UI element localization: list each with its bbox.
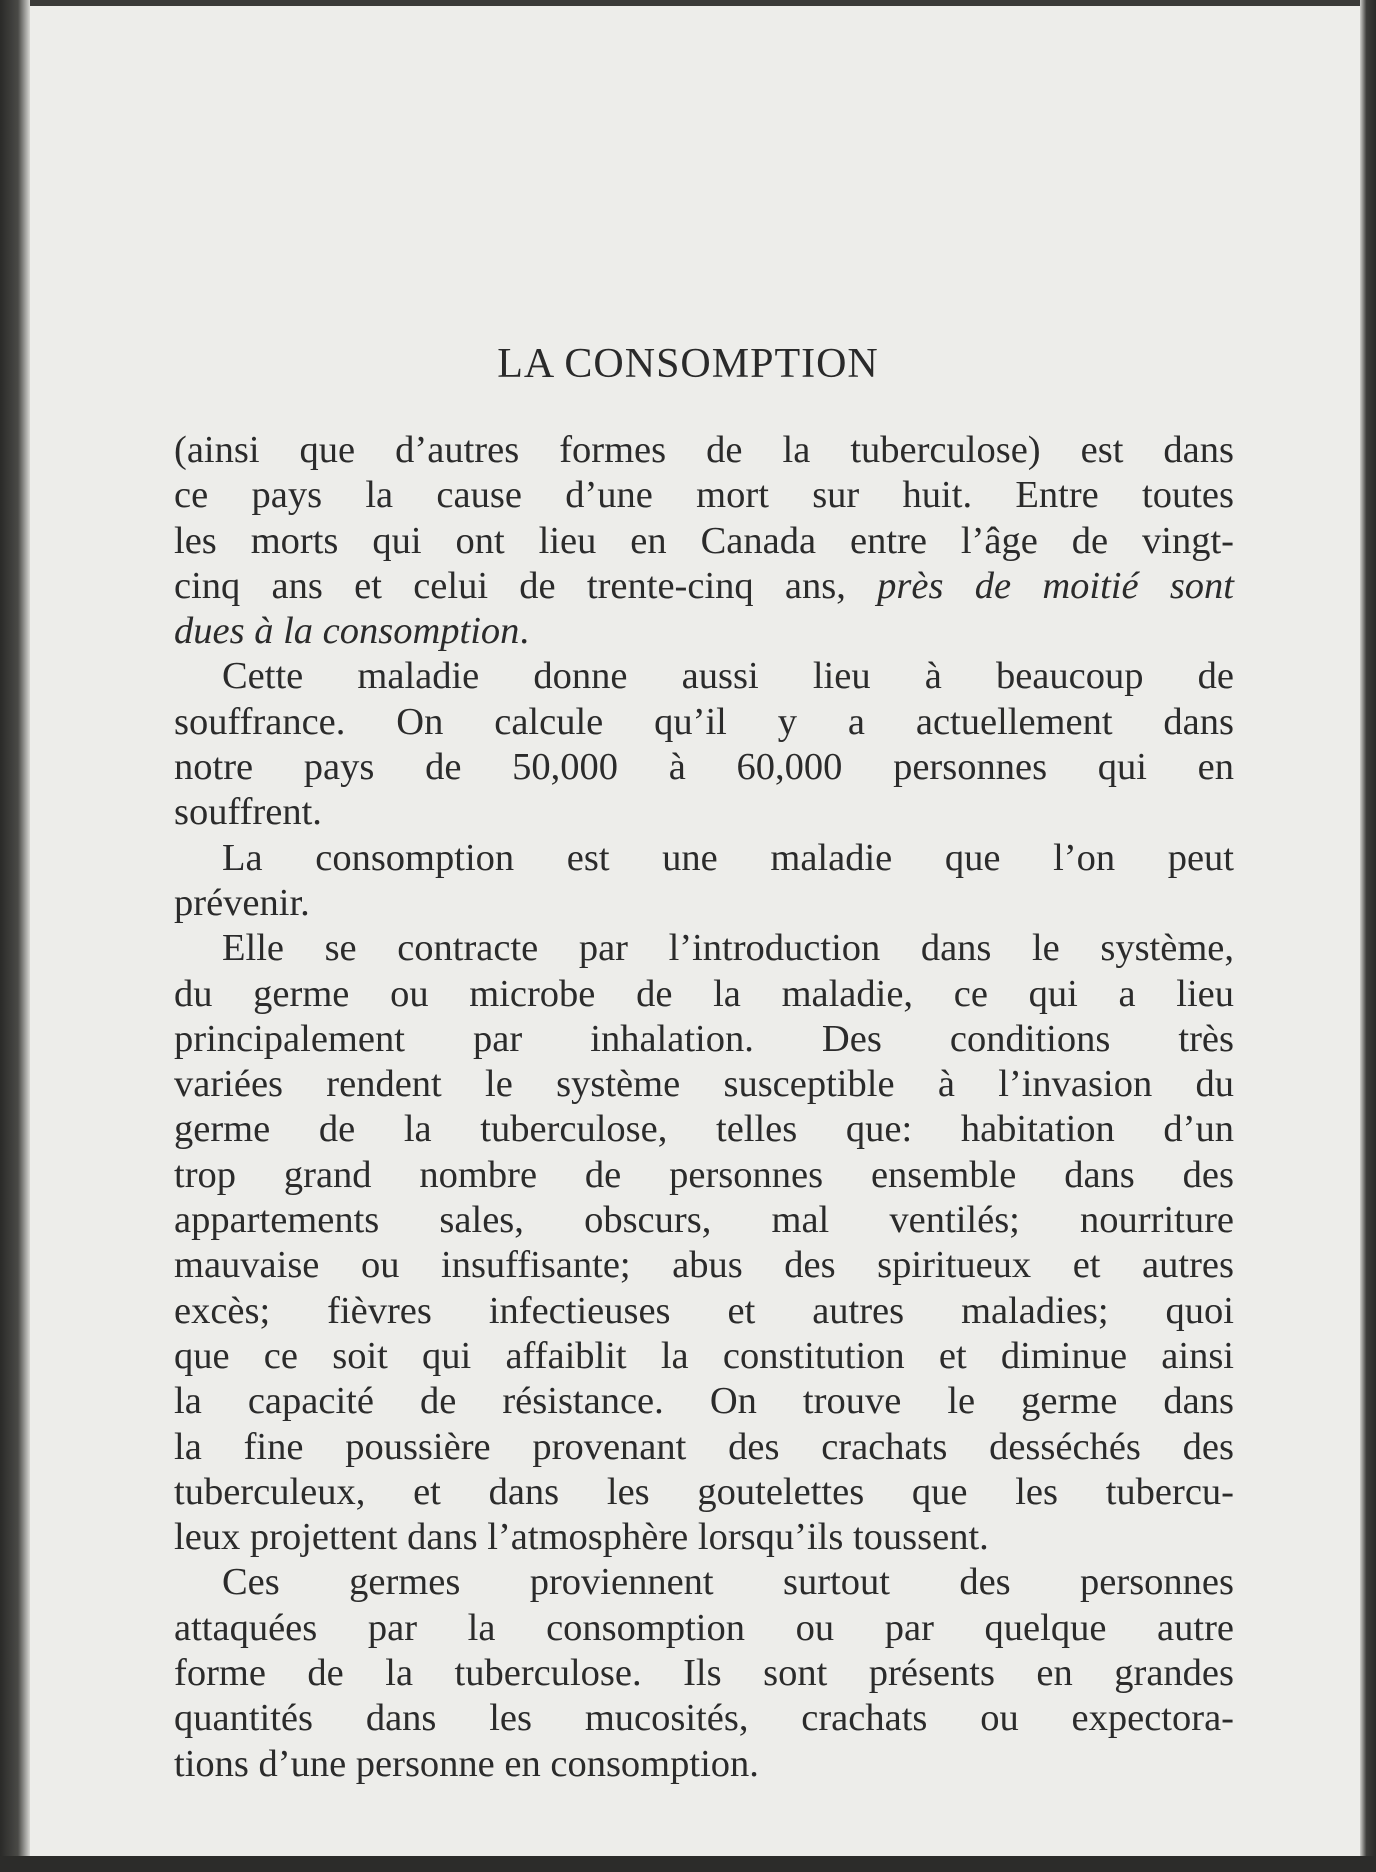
text-segment: cinq ans et celui de trente-cinq ans, <box>174 564 846 607</box>
italic-emphasis: près de moitié sont <box>877 564 1234 607</box>
body-text <box>174 428 1234 1787</box>
page-right-edge <box>1360 0 1376 1872</box>
text-line: tuberculeux, et dans les goutelettes que les tubercu- <box>174 1470 1234 1513</box>
text-line-with-italic <box>174 564 1234 609</box>
text-line: principalement par inhalation. Des conditions très <box>174 1017 1234 1060</box>
text-line-italic <box>174 609 1234 654</box>
text-line: souffrance. On calcule qu’il y a actuellement dans <box>174 700 1234 743</box>
text-line: appartements sales, obscurs, mal ventilés; nourriture <box>174 1199 1234 1242</box>
text-line: variées rendent le système susceptible à l’invasion du <box>174 1063 1234 1106</box>
text-line: leux projettent dans l’atmosphère lorsqu’ils toussent. <box>174 1516 989 1559</box>
text-line: prévenir. <box>174 881 310 924</box>
page-heading: LA CONSOMPTION <box>497 341 879 387</box>
text-line: les morts qui ont lieu en Canada entre l’âge de vingt- <box>174 519 1234 562</box>
text-line: du germe ou microbe de la maladie, ce qui a lieu <box>174 972 1234 1015</box>
text-line: la fine poussière provenant des crachats desséchés des <box>174 1425 1234 1468</box>
paragraph-2 <box>174 654 1234 835</box>
text-line: La consomption est une maladie que l’on peut <box>222 836 1234 879</box>
page-bottom-edge <box>0 1856 1376 1872</box>
paragraph-4 <box>174 926 1234 1560</box>
text-line: germe de la tuberculose, telles que: habitation d’un <box>174 1108 1234 1151</box>
text-line: la capacité de résistance. On trouve le germe dans <box>174 1380 1234 1423</box>
text-line: forme de la tuberculose. Ils sont présents en grandes <box>174 1652 1234 1695</box>
paragraph-1 <box>174 428 1234 654</box>
text-line: ce pays la cause d’une mort sur huit. Entre toutes <box>174 474 1234 517</box>
text-segment: . <box>519 610 530 653</box>
text-line: attaquées par la consomption ou par quelque autre <box>174 1606 1234 1649</box>
text-line: Cette maladie donne aussi lieu à beaucoup de <box>222 655 1234 698</box>
text-line: mauvaise ou insuffisante; abus des spiritueux et autres <box>174 1244 1234 1287</box>
text-line: notre pays de 50,000 à 60,000 personnes qui en <box>174 746 1234 789</box>
text-line: Ces germes proviennent surtout des personnes <box>222 1561 1234 1604</box>
paragraph-3 <box>174 836 1234 927</box>
text-line: quantités dans les mucosités, crachats ou expectora- <box>174 1697 1234 1740</box>
text-line: excès; fièvres infectieuses et autres maladies; quoi <box>174 1289 1234 1332</box>
text-line: souffrent. <box>174 791 322 834</box>
book-binding-edge <box>0 0 30 1872</box>
text-line: que ce soit qui affaiblit la constitution et diminue ainsi <box>174 1334 1234 1377</box>
text-line: Elle se contracte par l’introduction dans le système, <box>222 927 1234 970</box>
text-line: tions d’une personne en consomption. <box>174 1742 759 1785</box>
text-line: (ainsi que d’autres formes de la tuberculose) est dans <box>174 429 1234 471</box>
paragraph-5 <box>174 1560 1234 1786</box>
text-line: trop grand nombre de personnes ensemble dans des <box>174 1153 1234 1196</box>
italic-emphasis: dues à la consomption <box>174 610 520 653</box>
